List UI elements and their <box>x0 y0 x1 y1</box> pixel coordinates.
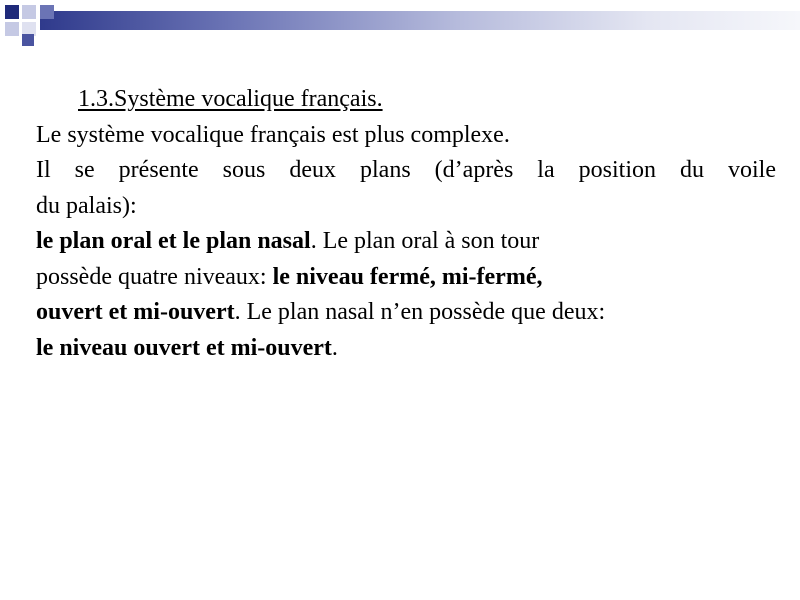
bold-text: le plan oral et le plan nasal <box>36 228 311 254</box>
paragraph-line <box>36 260 776 296</box>
body-text: possède quatre niveaux: <box>36 263 273 290</box>
body-text: . Le plan oral à son tour <box>310 228 540 254</box>
paragraph-line <box>36 224 776 260</box>
body-text: . <box>331 334 338 361</box>
deco-square-light <box>22 5 36 19</box>
paragraph-line: Il se présente sous deux plans (d’après la position du voile <box>36 157 776 183</box>
deco-square-dark <box>5 5 19 19</box>
bold-text: ouvert et mi-ouvert <box>36 299 235 325</box>
paragraph-line <box>36 295 776 331</box>
body-text: . Le plan nasal n’en possède que deux: <box>234 299 606 325</box>
deco-square-light <box>5 22 19 36</box>
bold-text: le niveau fermé, mi-fermé, <box>272 263 543 290</box>
deco-square-dark <box>22 34 34 46</box>
paragraph-line <box>36 331 776 367</box>
bold-text: le niveau ouvert et mi-ouvert <box>36 334 332 361</box>
gradient-band <box>40 11 800 30</box>
title-decoration <box>0 0 800 60</box>
slide-content <box>36 82 776 366</box>
paragraph-line: du palais): <box>36 192 137 219</box>
paragraph-line: Le système vocalique français est plus complexe. <box>36 121 510 148</box>
deco-square-mid <box>40 5 54 19</box>
heading-line <box>36 82 776 118</box>
section-heading: 1.3.Système vocalique français. <box>78 86 383 112</box>
